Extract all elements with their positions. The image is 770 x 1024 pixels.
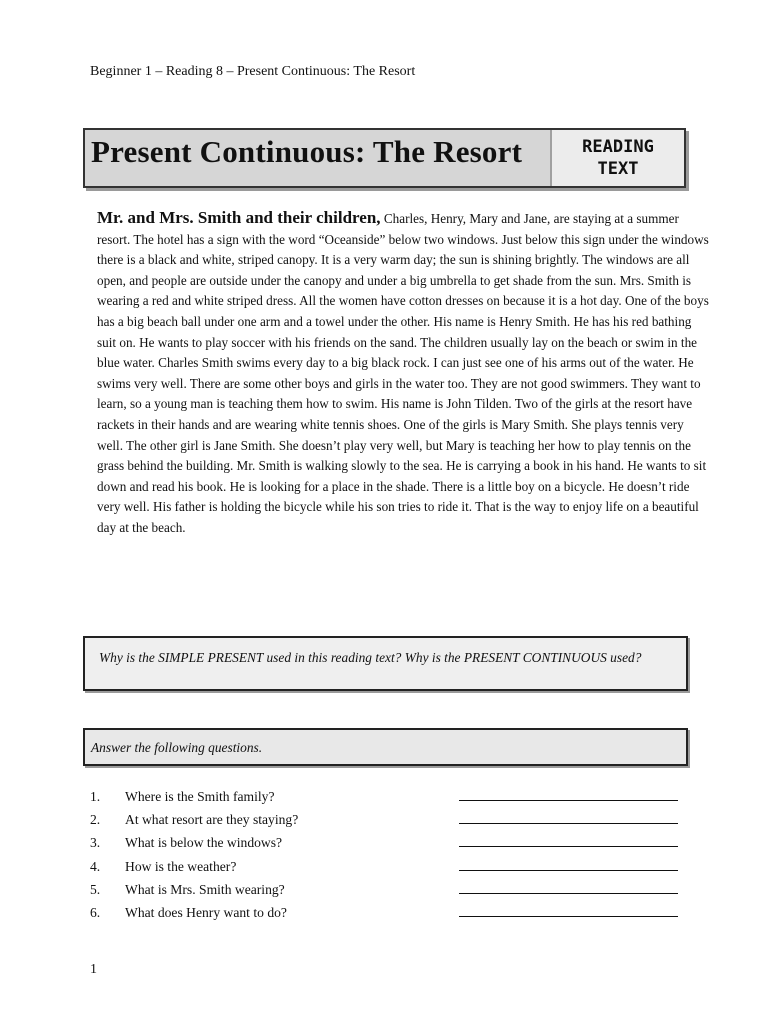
reading-body: Charles, Henry, Mary and Jane, are staying at a summer resort. The hotel has a sign with the word “Oceanside” below two windows. Just below this sign under the windows there is a black and white, striped canopy. It is a very warm day; the sun is shining brightly. The windows are all open, and people are outside under the canopy and under a big umbrella to get shade from the sun. Mrs. Smith is wearing a red and white striped dress. All the women have cotton dresses on because it is a hot day. One of the boys has a big beach ball under one arm and a towel under the other. His name is Henry Smith. He has his red bathing suit on. He wants to play soccer with his friends on the sand. The children usually lay on the beach or swim in the blue water. Charles Smith swims every day to a big black rock. I can just see one of his arms out of the water. He swims very well. There are some other boys and girls in the water too. They are not good swimmers. They want to learn, so a young man is teaching them how to swim. His name is John Tilden. Two of the girls at the resort have rackets in their hands and are wearing white tennis shoes. One of the girls is Mary Smith. She plays tennis very well. The other girl is Jane Smith. She doesn’t play very well, but Mary is teaching her how to play tennis on the grass behind the building. Mr. Smith is walking slowly to the sea. He is carrying a book in his hand. He wants to sit down and read his book. He is looking for a place in the shade. There is a little boy on a bicycle. He doesn’t ride very well. His father is holding the bicycle while his son tries to ride it. That is the way to enjoy life on a beautiful day at the beach. <box>97 211 709 535</box>
question-number: 4. <box>90 858 101 874</box>
question-text: What is below the windows? <box>125 835 283 851</box>
question-text: How is the weather? <box>125 858 237 874</box>
discussion-prompt: Why is the SIMPLE PRESENT used in this reading text? Why is the PRESENT CONTINUOUS used? <box>99 650 642 665</box>
page-number: 1 <box>90 962 97 977</box>
reading-text-label: READING TEXT <box>582 137 654 179</box>
question-item <box>90 901 690 924</box>
question-item <box>90 785 690 808</box>
question-item <box>90 831 690 854</box>
answer-line[interactable] <box>459 893 678 894</box>
answer-line[interactable] <box>459 823 678 824</box>
question-item <box>90 808 690 831</box>
page-title: Present Continuous: The Resort <box>91 134 523 169</box>
reading-passage <box>97 208 709 539</box>
answer-line[interactable] <box>459 916 678 917</box>
question-item <box>90 855 690 878</box>
reading-lead: Mr. and Mrs. Smith and their children, <box>97 208 381 227</box>
question-text: Where is the Smith family? <box>125 789 275 804</box>
answer-line[interactable] <box>459 870 678 871</box>
answer-line[interactable] <box>459 846 678 847</box>
reading-text-tag <box>550 130 684 186</box>
answer-prompt-box <box>83 728 688 766</box>
question-text: What does Henry want to do? <box>125 904 287 920</box>
question-list <box>90 785 690 924</box>
question-number: 6. <box>90 904 101 920</box>
title-box <box>83 128 686 188</box>
running-header: Beginner 1 – Reading 8 – Present Continuous: The Resort <box>90 64 416 79</box>
question-text: At what resort are they staying? <box>125 812 299 828</box>
question-text: What is Mrs. Smith wearing? <box>125 881 285 897</box>
question-item <box>90 878 690 901</box>
question-number: 2. <box>90 812 101 828</box>
question-number: 5. <box>90 881 101 897</box>
question-number: 1. <box>90 789 101 804</box>
answer-line[interactable] <box>459 800 678 801</box>
question-number: 3. <box>90 835 101 851</box>
discussion-prompt-box <box>83 636 688 691</box>
answer-prompt: Answer the following questions. <box>91 740 263 755</box>
